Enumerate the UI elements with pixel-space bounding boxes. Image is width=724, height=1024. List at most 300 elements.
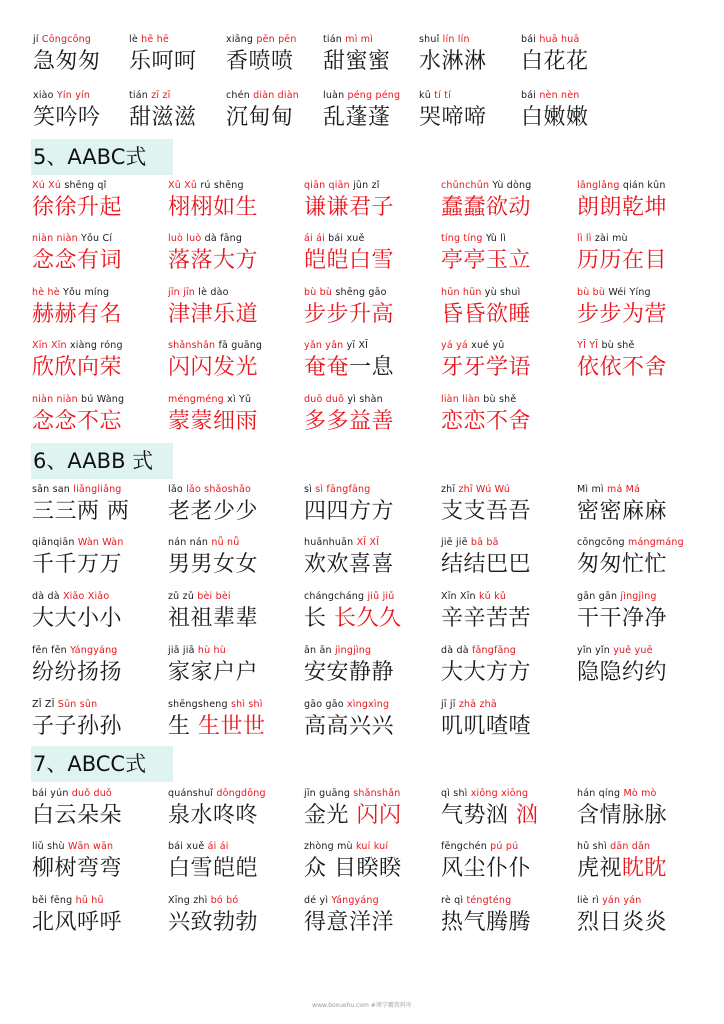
word-entry (32, 484, 164, 532)
word-entry (577, 895, 709, 943)
pinyin-segment: bù shě (601, 340, 635, 351)
pinyin-line (323, 34, 373, 46)
word-entry (441, 233, 573, 281)
pinyin-segment: Xīn Xīn (441, 591, 479, 602)
pinyin-segment: xiōng xiōng (470, 788, 529, 799)
hanzi-segment: 男男女女 (168, 552, 259, 577)
hanzi-segment: 祖祖辈辈 (168, 606, 259, 631)
word-entry (304, 537, 436, 585)
pinyin-segment: Wān wān (67, 841, 114, 852)
hanzi-word (32, 352, 122, 384)
hanzi-segment: 干干净净 (577, 606, 668, 631)
hanzi-word (32, 299, 122, 331)
pinyin-segment: gān gān (577, 591, 621, 602)
pinyin-segment: shēng qǐ (64, 180, 107, 191)
pinyin-segment: dà fāng (204, 233, 243, 244)
hanzi-word (32, 496, 130, 528)
hanzi-word (168, 406, 258, 438)
pinyin-segment: xué yǔ (471, 340, 505, 351)
pinyin-segment: jiē jiē (441, 537, 471, 548)
pinyin-line (168, 233, 242, 245)
pinyin-segment: lè dào (198, 287, 229, 298)
pinyin-line (168, 287, 229, 299)
pinyin-segment: kū (419, 90, 435, 101)
hanzi-word (168, 800, 258, 832)
pinyin-segment: ān ān (304, 645, 335, 656)
word-entry (577, 484, 709, 532)
pinyin-line (168, 645, 226, 657)
pinyin-line (304, 340, 368, 352)
pinyin-segment: bái xuě (328, 233, 365, 244)
word-entry (168, 287, 300, 335)
hanzi-segment: 香喷喷 (226, 49, 294, 74)
hanzi-word (577, 657, 667, 689)
hanzi-word (304, 192, 394, 224)
hanzi-word (577, 299, 667, 331)
hanzi-segment: 匆匆忙忙 (577, 552, 668, 577)
word-row (0, 233, 724, 281)
pinyin-line (577, 841, 650, 853)
pinyin-segment: yán yán (602, 895, 642, 906)
pinyin-segment: jīn guāng (304, 788, 354, 799)
pinyin-segment: hán qíng (577, 788, 624, 799)
hanzi-word (577, 192, 667, 224)
word-row (0, 180, 724, 228)
hanzi-segment: 支支吾吾 (441, 499, 532, 524)
pinyin-line (441, 394, 516, 406)
hanzi-segment: 大大小小 (32, 606, 123, 631)
hanzi-segment: 乐呵呵 (129, 49, 197, 74)
hanzi-word (441, 496, 531, 528)
hanzi-word (419, 102, 487, 134)
word-entry (32, 394, 164, 442)
pinyin-line (577, 340, 635, 352)
hanzi-segment: 白雪皑皑 (168, 856, 259, 881)
hanzi-segment: 津津乐道 (168, 302, 259, 327)
word-row (0, 394, 724, 442)
word-entry (304, 699, 436, 747)
hanzi-segment: 皑皑白雪 (304, 248, 395, 273)
pinyin-segment: zhā zhā (458, 699, 497, 710)
hanzi-word (32, 853, 122, 885)
word-row (0, 788, 724, 836)
pinyin-line (441, 591, 506, 603)
hanzi-segment: 乱蓬蓬 (323, 105, 391, 130)
hanzi-word (33, 102, 101, 134)
word-entry (441, 591, 573, 639)
pinyin-segment: Yángyáng (70, 645, 118, 656)
pinyin-line (168, 484, 251, 496)
pinyin-segment: shì shì (230, 699, 263, 710)
pinyin-segment: Cōngcōng (41, 34, 92, 45)
pinyin-segment: duō duō (304, 394, 348, 405)
pinyin-segment: jiǔ jiǔ (367, 591, 395, 602)
pinyin-line (304, 895, 379, 907)
pinyin-segment: Xǔ Xǔ (168, 180, 201, 191)
pinyin-line (441, 537, 499, 549)
pinyin-segment: dà dà (32, 591, 63, 602)
pinyin-line (441, 484, 510, 496)
pinyin-segment: chǔnchǔn (441, 180, 493, 191)
hanzi-segment: 长 (304, 606, 334, 631)
pinyin-segment: Mì mì (577, 484, 607, 495)
pinyin-segment: téngténg (466, 895, 512, 906)
pinyin-segment: lè (129, 34, 142, 45)
hanzi-segment: 大大方方 (441, 660, 532, 685)
pinyin-line (441, 841, 518, 853)
word-entry (577, 287, 709, 335)
pinyin-segment: xiāng (226, 34, 257, 45)
hanzi-word (441, 657, 531, 689)
hanzi-word (33, 46, 101, 78)
pinyin-line (304, 180, 380, 192)
hanzi-segment: 风尘仆仆 (441, 856, 532, 881)
hanzi-word (168, 603, 258, 635)
pinyin-segment: bái xuě (168, 841, 208, 852)
pinyin-segment: xì Yǔ (227, 394, 252, 405)
pinyin-line (32, 699, 97, 711)
section-heading-aabb: 6、AABB 式 (31, 443, 173, 479)
pinyin-segment: hū hū (75, 895, 104, 906)
hanzi-word (304, 603, 402, 635)
pinyin-segment: dān dān (610, 841, 651, 852)
hanzi-segment: 笑吟吟 (33, 105, 101, 130)
word-row (0, 340, 724, 388)
pinyin-segment: Wéi Yíng (608, 287, 651, 298)
pinyin-segment: rè qì (441, 895, 467, 906)
word-entry (32, 788, 164, 836)
hanzi-segment: 赫赫有名 (32, 302, 123, 327)
section-heading-abcc: 7、ABCC式 (31, 746, 173, 782)
hanzi-word (323, 102, 391, 134)
word-row (0, 90, 724, 138)
pinyin-line (304, 591, 395, 603)
pinyin-segment: kuí kuí (356, 841, 389, 852)
pinyin-segment: ái ái (304, 233, 329, 244)
word-entry (304, 287, 436, 335)
word-entry (304, 841, 436, 889)
word-entry (441, 180, 573, 228)
word-entry (32, 591, 164, 639)
pinyin-segment: shǎnshǎn (353, 788, 401, 799)
hanzi-word (168, 549, 258, 581)
pinyin-segment: hǔ shì (577, 841, 611, 852)
hanzi-word (168, 657, 258, 689)
hanzi-segment: 闪闪发光 (168, 355, 259, 380)
hanzi-segment: 欢欢喜喜 (304, 552, 395, 577)
pinyin-segment: qiān qiān (304, 180, 354, 191)
pinyin-segment: yá yá (441, 340, 472, 351)
hanzi-word (168, 352, 258, 384)
hanzi-segment: 步步升高 (304, 302, 395, 327)
hanzi-segment: 朗朗乾坤 (577, 195, 668, 220)
pinyin-segment: Wàn Wàn (77, 537, 124, 548)
pinyin-segment: bù bù (577, 287, 609, 298)
hanzi-segment: 泉水咚咚 (168, 803, 259, 828)
pinyin-segment: Sūn sūn (57, 699, 98, 710)
hanzi-segment: 汹 (516, 803, 539, 828)
pinyin-segment: yǎn yǎn (304, 340, 347, 351)
pinyin-segment: chángcháng (304, 591, 368, 602)
word-entry (577, 788, 709, 836)
pinyin-line (304, 699, 389, 711)
pinyin-line (168, 591, 231, 603)
pinyin-line (577, 788, 657, 800)
pinyin-line (129, 34, 169, 46)
hanzi-segment: 热气腾腾 (441, 910, 532, 935)
word-entry (32, 645, 164, 693)
word-entry (168, 340, 300, 388)
hanzi-word (32, 711, 122, 743)
hanzi-word (577, 800, 667, 832)
pinyin-line (33, 34, 91, 46)
pinyin-line (32, 233, 112, 245)
pinyin-segment: hè hè (32, 287, 63, 298)
hanzi-segment: 金光 (304, 803, 357, 828)
hanzi-segment: 沉甸甸 (226, 105, 294, 130)
hanzi-word (32, 406, 122, 438)
pinyin-segment: jìngjìng (334, 645, 372, 656)
pinyin-line (226, 90, 299, 102)
word-entry (304, 394, 436, 442)
pinyin-segment: péng péng (347, 90, 401, 101)
pinyin-line (32, 340, 123, 352)
pinyin-segment: sì fāngfāng (315, 484, 371, 495)
pinyin-segment: mì mì (345, 34, 374, 45)
word-row (0, 895, 724, 943)
hanzi-segment: 水淋淋 (419, 49, 487, 74)
word-entry (577, 645, 709, 693)
pinyin-line (441, 233, 506, 245)
pinyin-segment: liǔ shù (32, 841, 68, 852)
pinyin-segment: Mò mò (623, 788, 657, 799)
hanzi-segment: 三三两 两 (32, 499, 130, 524)
pinyin-line (419, 90, 451, 102)
hanzi-word (32, 245, 122, 277)
pinyin-segment: qì shì (441, 788, 471, 799)
pinyin-segment: Yǒu míng (62, 287, 110, 298)
hanzi-word (577, 352, 667, 384)
hanzi-segment: 柳树弯弯 (32, 856, 123, 881)
pinyin-segment: jìngjìng (620, 591, 657, 602)
hanzi-word (441, 853, 531, 885)
hanzi-segment: 蠢蠢欲动 (441, 195, 532, 220)
word-row (0, 591, 724, 639)
pinyin-line (304, 537, 379, 549)
pinyin-line (577, 233, 628, 245)
pinyin-segment: lì lì (577, 233, 595, 244)
pinyin-segment: má Má (606, 484, 641, 495)
pinyin-segment: jīn jīn (168, 287, 199, 298)
pinyin-segment: yǐn yǐn (577, 645, 614, 656)
word-entry (521, 90, 653, 138)
pinyin-segment: bái (521, 34, 540, 45)
pinyin-line (32, 591, 109, 603)
pinyin-line (168, 394, 251, 406)
word-row (0, 699, 724, 747)
pinyin-segment: ái ái (207, 841, 229, 852)
word-row (0, 537, 724, 585)
pinyin-line (441, 645, 516, 657)
hanzi-segment: 奄奄 (304, 355, 350, 380)
hanzi-word (441, 245, 531, 277)
pinyin-segment: sān san (32, 484, 74, 495)
pinyin-segment: fēn fēn (32, 645, 71, 656)
word-entry (304, 591, 436, 639)
hanzi-segment: 含情脉脉 (577, 803, 668, 828)
pinyin-segment: sì (304, 484, 316, 495)
hanzi-word (441, 711, 531, 743)
pinyin-line (419, 34, 470, 46)
pinyin-segment: dà dà (441, 645, 472, 656)
pinyin-line (33, 90, 90, 102)
hanzi-word (168, 853, 258, 885)
pinyin-line (577, 537, 684, 549)
hanzi-segment: 落落大方 (168, 248, 259, 273)
pinyin-line (521, 90, 580, 102)
pinyin-line (441, 895, 511, 907)
hanzi-word (441, 406, 531, 438)
pinyin-segment: tíng tíng (441, 233, 486, 244)
hanzi-word (32, 192, 122, 224)
hanzi-segment: 恋恋不舍 (441, 409, 532, 434)
pinyin-line (577, 591, 657, 603)
pinyin-segment: tí tí (434, 90, 451, 101)
word-entry (304, 180, 436, 228)
hanzi-segment: 北风呼呼 (32, 910, 123, 935)
hanzi-segment: 栩栩如生 (168, 195, 259, 220)
pinyin-segment: yuē yuē (613, 645, 653, 656)
word-row (0, 645, 724, 693)
pinyin-line (32, 895, 104, 907)
word-entry (441, 394, 573, 442)
pinyin-segment: bā bā (470, 537, 499, 548)
hanzi-word (304, 299, 394, 331)
hanzi-word (577, 245, 667, 277)
word-entry (32, 841, 164, 889)
word-entry (304, 788, 436, 836)
pinyin-segment: shēngsheng (168, 699, 231, 710)
pinyin-line (168, 180, 244, 192)
pinyin-segment: lín lín (442, 34, 470, 45)
hanzi-word (304, 352, 394, 384)
hanzi-segment: 急匆匆 (33, 49, 101, 74)
word-entry (32, 340, 164, 388)
pinyin-line (32, 180, 106, 192)
word-entry (32, 287, 164, 335)
pinyin-segment: liè rì (577, 895, 603, 906)
pinyin-segment: tián (129, 90, 152, 101)
pinyin-line (168, 340, 262, 352)
hanzi-word (168, 711, 266, 743)
pinyin-segment: luàn (323, 90, 348, 101)
pinyin-segment: yì shàn (347, 394, 383, 405)
pinyin-segment: xìngxìng (346, 699, 390, 710)
hanzi-segment: 哭啼啼 (419, 105, 487, 130)
hanzi-segment: 子子孙孙 (32, 714, 123, 739)
word-entry (304, 645, 436, 693)
pinyin-segment: zhī Wú Wú (458, 484, 511, 495)
hanzi-segment: 白云朵朵 (32, 803, 123, 828)
hanzi-word (419, 46, 487, 78)
pinyin-segment: jūn zǐ (353, 180, 380, 191)
pinyin-segment: ZǏ ZǏ (32, 699, 58, 710)
hanzi-word (304, 907, 394, 939)
word-entry (577, 591, 709, 639)
pinyin-line (521, 34, 579, 46)
pinyin-segment: Yù lì (485, 233, 506, 244)
pinyin-line (304, 287, 387, 299)
hanzi-segment: 老老少少 (168, 499, 259, 524)
hanzi-segment: 白花花 (521, 49, 589, 74)
hanzi-word (304, 406, 394, 438)
pinyin-line (577, 645, 653, 657)
hanzi-segment: 牙牙学语 (441, 355, 532, 380)
section-heading-aabc: 5、AABC式 (31, 139, 173, 175)
word-entry (521, 34, 653, 82)
pinyin-segment: Yángyáng (331, 895, 379, 906)
pinyin-segment: jí (33, 34, 42, 45)
pinyin-line (441, 699, 497, 711)
word-entry (441, 340, 573, 388)
word-entry (441, 537, 573, 585)
word-entry (441, 788, 573, 836)
pinyin-segment: bú Wàng (81, 394, 125, 405)
pinyin-line (577, 484, 640, 496)
pinyin-segment: diàn diàn (253, 90, 299, 101)
hanzi-word (441, 299, 531, 331)
hanzi-segment: 叽叽喳喳 (441, 714, 532, 739)
hanzi-word (441, 549, 531, 581)
hanzi-segment: 历历在目 (577, 248, 668, 273)
hanzi-word (304, 853, 402, 885)
hanzi-word (441, 907, 531, 939)
hanzi-word (304, 549, 394, 581)
word-entry (168, 591, 300, 639)
word-entry (577, 841, 709, 889)
pinyin-segment: zhī (441, 484, 459, 495)
hanzi-segment: 高高兴兴 (304, 714, 395, 739)
pinyin-segment: Xīng zhì (168, 895, 211, 906)
pinyin-line (129, 90, 171, 102)
pinyin-segment: nǚ nǚ (211, 537, 240, 548)
word-entry (168, 394, 300, 442)
word-entry (441, 645, 573, 693)
pinyin-segment: niàn niàn (32, 394, 82, 405)
pinyin-segment: liàn liàn (441, 394, 484, 405)
hanzi-segment: 密密麻麻 (577, 499, 668, 524)
pinyin-segment: liǎngliǎng (73, 484, 122, 495)
hanzi-word (441, 800, 539, 832)
pinyin-segment: lǎnglǎng (577, 180, 623, 191)
hanzi-segment: 眈眈 (622, 856, 668, 881)
pinyin-segment: lǎo shǎoshǎo (186, 484, 251, 495)
word-entry (577, 340, 709, 388)
word-entry (32, 233, 164, 281)
pinyin-segment: huā huā (539, 34, 580, 45)
hanzi-segment: 念念不忘 (32, 409, 123, 434)
pinyin-line (32, 484, 122, 496)
hanzi-segment: 多多益善 (304, 409, 395, 434)
pinyin-segment: yī XĪ (346, 340, 369, 351)
hanzi-segment: 一息 (349, 355, 395, 380)
pinyin-segment: zǔ zǔ (168, 591, 198, 602)
word-entry (304, 484, 436, 532)
pinyin-line (168, 537, 239, 549)
pinyin-segment: fāngfāng (471, 645, 516, 656)
word-entry (168, 484, 300, 532)
hanzi-word (32, 800, 122, 832)
